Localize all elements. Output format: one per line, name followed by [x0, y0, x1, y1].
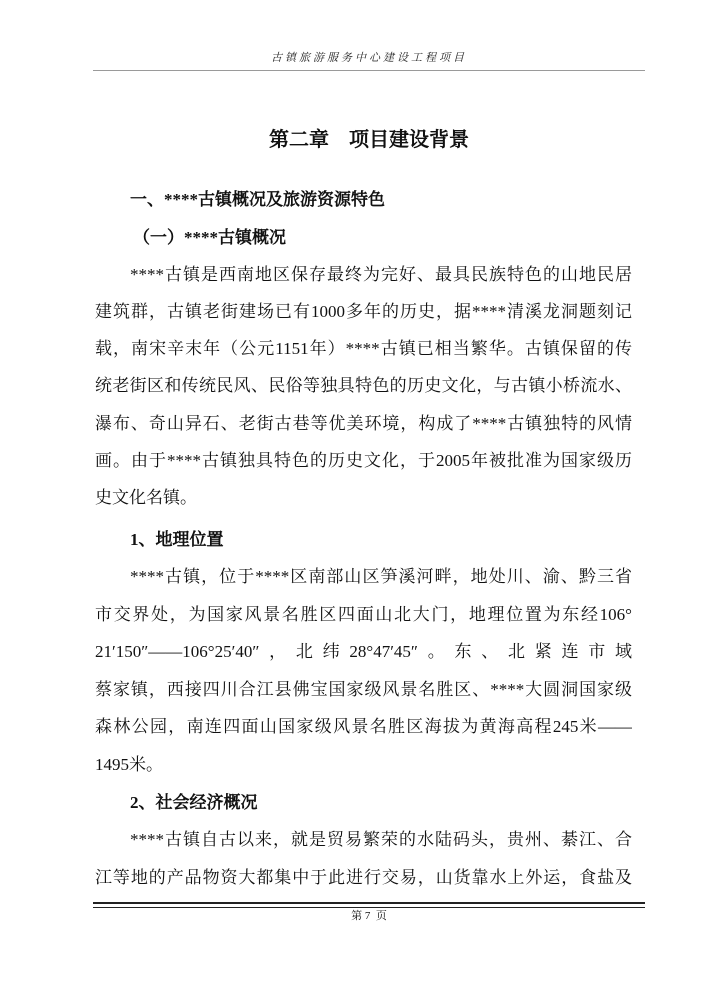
paragraph-line: 1495米。 [95, 755, 163, 774]
paragraph-line: 史文化名镇。 [95, 488, 197, 507]
paragraph-line: 市交界处，为国家风景名胜区四面山北大门，地理位置为东经106° [95, 605, 632, 624]
subsection-heading: （一）****古镇概况 [133, 228, 286, 247]
paragraph-line: 统老街区和传统民风、民俗等独具特色的历史文化，与古镇小桥流水、 [95, 376, 632, 395]
paragraph-line: 21′150″——106°25′40″，北纬28°47′45″。东、北紧连市域 [95, 642, 632, 661]
paragraph-line: 画。由于****古镇独具特色的历史文化，于2005年被批准为国家级历 [95, 451, 632, 470]
page-number: 第 7 页 [351, 910, 387, 922]
chapter-title: 第二章 项目建设背景 [269, 129, 469, 151]
paragraph-line: 森林公园，南连四面山国家级风景名胜区海拔为黄海高程245米—— [95, 717, 632, 736]
header-divider [93, 70, 645, 71]
paragraph-line: 载，南宋辛末年（公元1151年）****古镇已相当繁华。古镇保留的传 [95, 339, 632, 358]
paragraph-line: 江等地的产品物资大都集中于此进行交易，山货靠水上外运，食盐及 [95, 868, 632, 887]
paragraph-line: ****古镇，位于****区南部山区笋溪河畔，地处川、渝、黔三省 [130, 567, 632, 586]
paragraph-line: 蔡家镇，西接四川合江县佛宝国家级风景名胜区、****大圆洞国家级 [95, 680, 632, 699]
paragraph-line: 瀑布、奇山异石、老街古巷等优美环境，构成了****古镇独特的风情 [95, 414, 632, 433]
section-heading: 一、****古镇概况及旅游资源特色 [130, 190, 385, 209]
paragraph-line: 建筑群，古镇老街建场已有1000多年的历史，据****清溪龙洞题刻记 [95, 302, 632, 321]
item-heading: 2、社会经济概况 [130, 793, 258, 812]
paragraph-line: ****古镇是西南地区保存最终为完好、最具民族特色的山地民居 [130, 265, 632, 284]
footer-divider-thin [93, 907, 645, 908]
item-heading: 1、地理位置 [130, 530, 224, 549]
footer-divider-thick [93, 902, 645, 904]
running-header: 古镇旅游服务中心建设工程项目 [271, 52, 467, 64]
paragraph-line: ****古镇自古以来，就是贸易繁荣的水陆码头，贵州、綦江、合 [130, 830, 632, 849]
